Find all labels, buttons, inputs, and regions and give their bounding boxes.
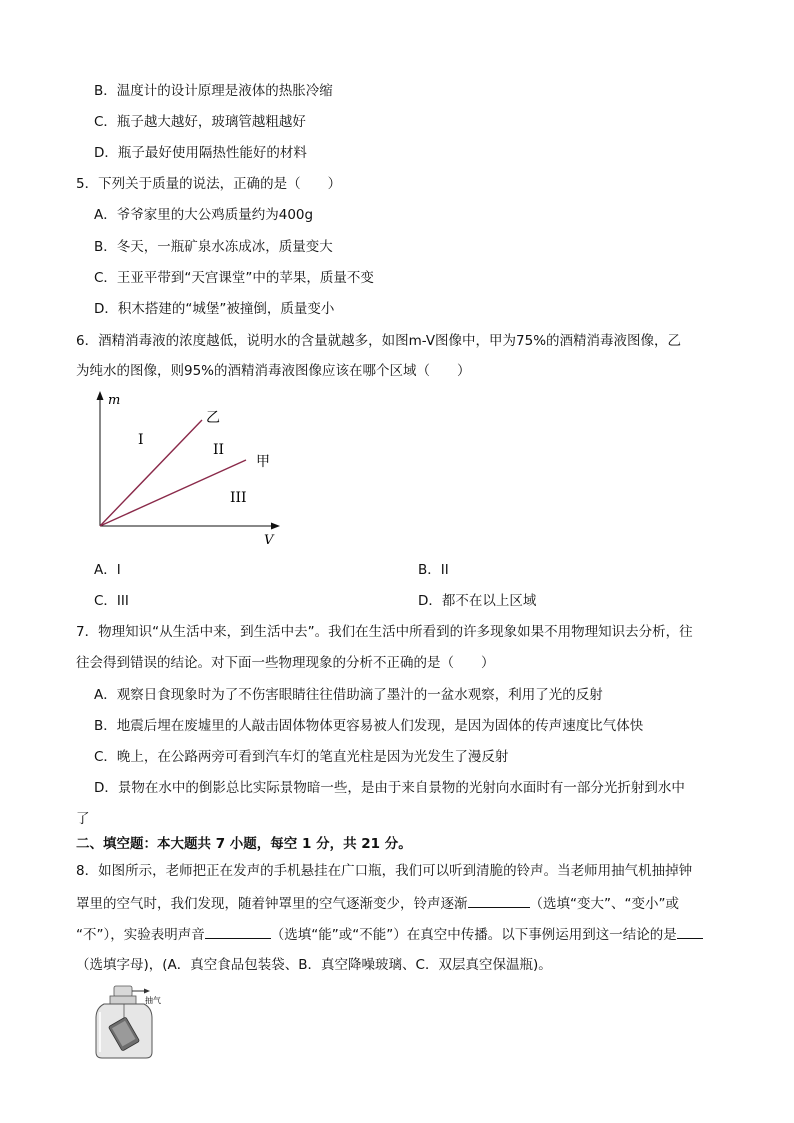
- q6-stem-line2: 为纯水的图像，则95%的酒精消毒液图像应该在哪个区域（ ）: [76, 363, 471, 379]
- q7-stem-line1: 7．物理知识“从生活中来，到生活中去”。我们在生活中所看到的许多现象如果不用物理知识去分析，往: [76, 624, 693, 640]
- q5-option-d: D．积木搭建的“城堡”被撞倒，质量变小: [94, 301, 335, 317]
- q7-stem-line2: 往会得到错误的结论。对下面一些物理现象的分析不正确的是（ ）: [76, 655, 495, 671]
- q8-line3-text-a: “不”），实验表明声音: [76, 927, 205, 943]
- x-axis-arrow: [271, 523, 280, 530]
- q5-option-c: C．王亚平带到“天宫课堂”中的苹果，质量不变: [94, 270, 374, 286]
- q8-line3-text-b: （选填“能”或“不能”）在真空中传播。以下事例运用到这一结论的是: [270, 927, 677, 943]
- line-yi: [100, 420, 202, 526]
- q5-option-b: B．冬天，一瓶矿泉水冻成冰，质量变大: [94, 239, 333, 255]
- q8-blank-3[interactable]: [677, 924, 703, 939]
- y-axis-label: m: [108, 393, 121, 408]
- q7-option-c: C．晚上，在公路两旁可看到汽车灯的笔直光柱是因为光发生了漫反射: [94, 749, 509, 765]
- y-axis-arrow: [97, 391, 104, 400]
- region-3-label: III: [230, 490, 247, 506]
- q6-option-d: D．都不在以上区域: [418, 593, 537, 609]
- pump-tube: [114, 986, 132, 997]
- q6-option-a: A．I: [94, 562, 121, 578]
- q7-option-d-line2: 了: [76, 811, 90, 827]
- q6-mv-graph: [84, 388, 294, 550]
- q8-line1: 8．如图所示，老师把正在发声的手机悬挂在广口瓶，我们可以听到清脆的铃声。当老师用抽气机抽掉钟: [76, 863, 693, 879]
- q8-blank-1[interactable]: [468, 893, 530, 908]
- region-2-label: II: [213, 442, 225, 458]
- line-yi-label: 乙: [206, 410, 220, 426]
- q8-blank-2[interactable]: [205, 924, 271, 939]
- q8-line3: [76, 924, 703, 945]
- q5-stem: 5．下列关于质量的说法，正确的是（ ）: [76, 176, 342, 192]
- line-jia: [100, 460, 246, 526]
- q8-line2-text-b: （选填“变大”、“变小”或: [529, 896, 679, 912]
- q7-option-a: A．观察日食现象时为了不伤害眼睛往往借助滴了墨汁的一盆水观察，利用了光的反射: [94, 687, 603, 703]
- section-2-title: 二、填空题：本大题共 7 小题，每空 1 分，共 21 分。: [76, 836, 412, 852]
- q8-bell-jar-figure: [90, 982, 170, 1060]
- jar-neck: [110, 996, 136, 1004]
- q8-line2-text-a: 罩里的空气时，我们发现，随着钟罩里的空气逐渐变少，铃声逐渐: [76, 896, 468, 912]
- q4-option-b: B．温度计的设计原理是液体的热胀冷缩: [94, 83, 333, 99]
- line-jia-label: 甲: [256, 454, 270, 470]
- q4-option-c: C．瓶子越大越好，玻璃管越粗越好: [94, 114, 306, 130]
- x-axis-label: V: [264, 533, 274, 548]
- pump-label: 抽气: [145, 996, 161, 1005]
- region-1-label: I: [138, 432, 144, 448]
- q6-option-b: B．II: [418, 562, 449, 578]
- q7-option-b: B．地震后埋在废墟里的人敲击固体物体更容易被人们发现，是因为固体的传声速度比气体快: [94, 718, 644, 734]
- q6-stem-line1: 6．酒精消毒液的浓度越低，说明水的含量就越多，如图m-V图像中，甲为75%的酒精消毒液图像，乙: [76, 333, 682, 349]
- q4-option-d: D．瓶子最好使用隔热性能好的材料: [94, 145, 307, 161]
- q8-line4: （选填字母)，(A．真空食品包装袋、B．真空降噪玻璃、C．双层真空保温瓶)。: [76, 957, 552, 973]
- q8-line2: [76, 893, 679, 914]
- q7-option-d-line1: D．景物在水中的倒影总比实际景物暗一些，是由于来自景物的光射向水面时有一部分光折射到水中: [94, 780, 685, 796]
- q6-option-c: C．III: [94, 593, 129, 609]
- q5-option-a: A．爷爷家里的大公鸡质量约为400g: [94, 207, 314, 223]
- pump-arrow: [144, 989, 150, 994]
